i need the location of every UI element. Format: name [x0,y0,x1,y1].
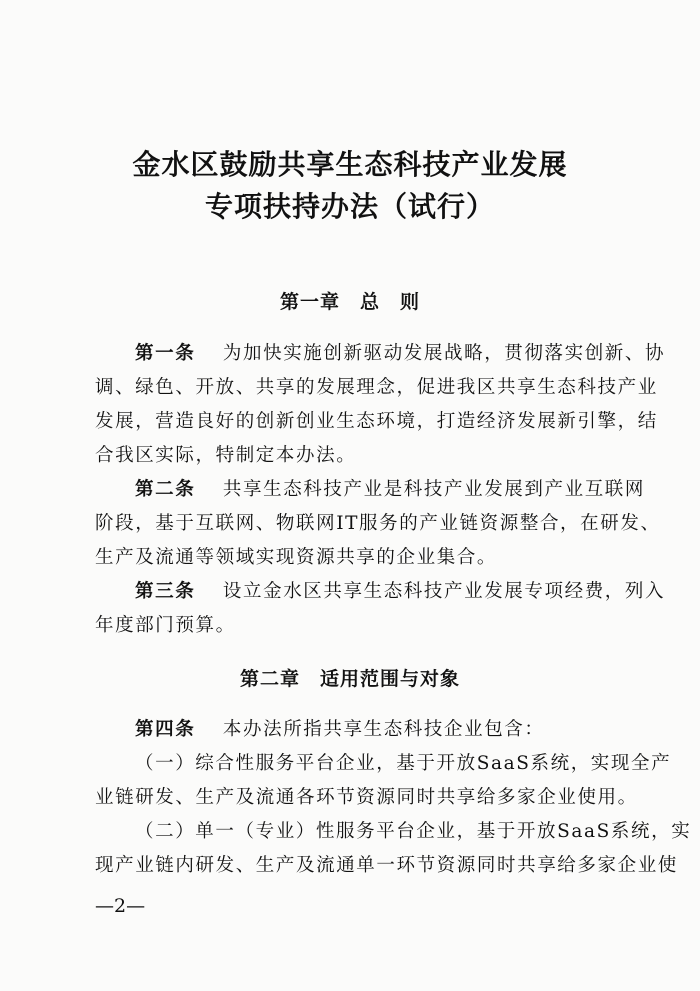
article-4-text: 本办法所指共享生态科技企业包含： [222,719,545,740]
article-4-line [135,715,665,745]
chapter-1-heading: 第一章 总 则 [279,291,420,313]
item-1-line-1: （一）综合性服务平台企业，基于开放SaaS系统，实现全产 [135,753,672,774]
article-2-line-2: 阶段，基于互联网、物联网IT服务的产业链资源整合，在研发、 [95,513,661,534]
article-1-line [135,339,665,369]
article-3-line [135,577,665,607]
article-1-line-4: 合我区实际，特制定本办法。 [95,445,357,466]
chapter-2-heading: 第二章 适用范围与对象 [239,668,460,690]
item-1-line-2: 业链研发、生产及流通各环节资源同时共享给多家企业使用。 [95,787,638,808]
article-1-line-3: 发展，营造良好的创新创业生态环境，打造经济发展新引擎，结 [95,411,658,432]
article-4-label: 第四条 [135,719,196,740]
item-2-line-1: （二）单一（专业）性服务平台企业，基于开放SaaS系统，实 [135,821,692,842]
document-title-line2: 专项扶持办法（试行） [204,190,495,223]
article-3-text: 设立金水区共享生态科技产业发展专项经费，列入 [222,581,666,602]
article-3-label: 第三条 [135,581,196,602]
document-title-line1: 金水区鼓励共享生态科技产业发展 [132,148,568,181]
article-3-line-2: 年度部门预算。 [95,615,236,636]
article-2-line [135,475,665,505]
article-2-label: 第二条 [135,479,196,500]
article-1-text: 为加快实施创新驱动发展战略，贯彻落实创新、协 [222,343,666,364]
article-1-line-2: 调、绿色、开放、共享的发展理念，促进我区共享生态科技产业 [95,377,658,398]
article-2-text: 共享生态科技产业是科技产业发展到产业互联网 [222,479,646,500]
article-1-label: 第一条 [135,343,196,364]
page-number: —2— [95,895,146,917]
item-2-line-2: 现产业链内研发、生产及流通单一环节资源同时共享给多家企业使 [95,855,678,876]
article-2-line-3: 生产及流通等领域实现资源共享的企业集合。 [95,547,498,568]
